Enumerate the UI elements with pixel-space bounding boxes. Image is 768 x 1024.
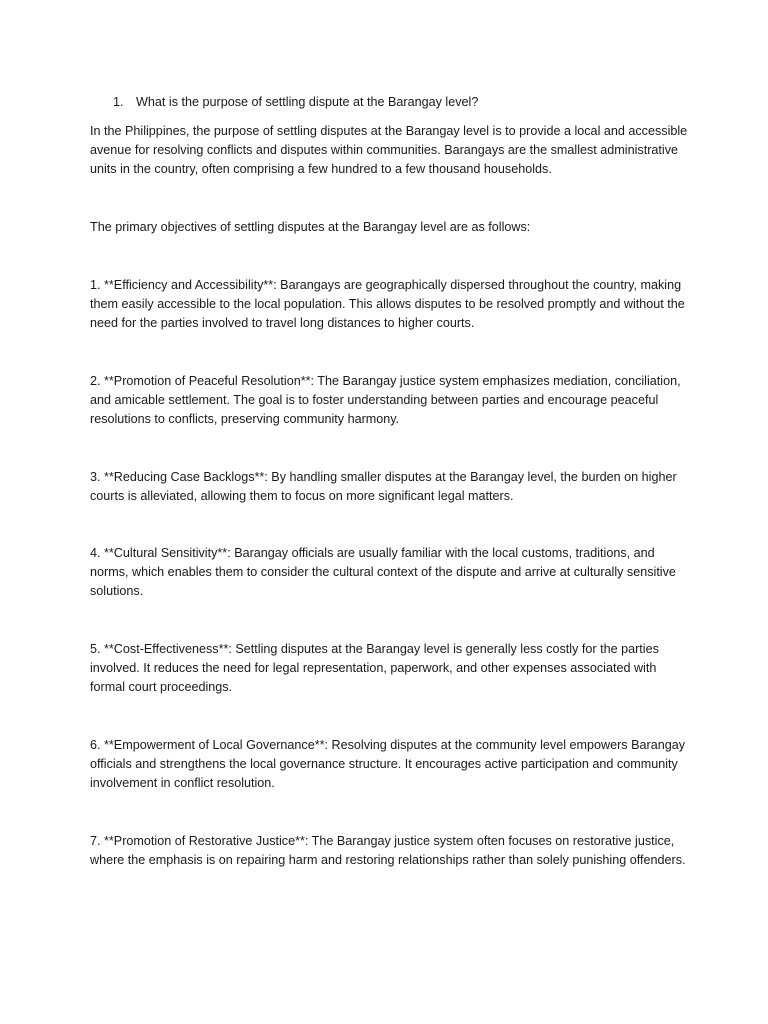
question-number: 1. bbox=[113, 95, 124, 109]
intro-paragraph: In the Philippines, the purpose of settling disputes at the Barangay level is to provide a local and accessible avenue for resolving conflicts and disputes within communities. Barangays are the smallest administrative units in the country, often comprising a few hundred to a few thousand households. bbox=[90, 124, 688, 177]
question-heading bbox=[113, 93, 478, 112]
objectives-intro: The primary objectives of settling disputes at the Barangay level are as follows: bbox=[90, 220, 531, 234]
objective-item-2: 2. **Promotion of Peaceful Resolution**: The Barangay justice system emphasizes mediation, conciliation, and amicable settlement. The goal is to foster understanding between parties and encourage peaceful resolutions to conflicts, preserving community harmony. bbox=[90, 374, 681, 427]
question-text: What is the purpose of settling dispute at the Barangay level? bbox=[136, 95, 479, 109]
objective-item-7: 7. **Promotion of Restorative Justice**: The Barangay justice system often focuses on restorative justice, where the emphasis is on repairing harm and restoring relationships rather than solely punishing offenders. bbox=[90, 834, 686, 868]
objective-item-1: 1. **Efficiency and Accessibility**: Barangays are geographically dispersed throughout the country, making them easily accessible to the local population. This allows disputes to be resolved promptly and without the need for the parties involved to travel long distances to higher courts. bbox=[90, 278, 685, 331]
objective-item-5: 5. **Cost-Effectiveness**: Settling disputes at the Barangay level is generally less costly for the parties involved. It reduces the need for legal representation, paperwork, and other expenses associated with formal court proceedings. bbox=[90, 642, 659, 695]
objective-item-6: 6. **Empowerment of Local Governance**: Resolving disputes at the community level empowers Barangay officials and strengthens the local governance structure. It encourages active participation and community involvement in conflict resolution. bbox=[90, 738, 686, 791]
objective-item-3: 3. **Reducing Case Backlogs**: By handling smaller disputes at the Barangay level, the burden on higher courts is alleviated, allowing them to focus on more significant legal matters. bbox=[90, 470, 677, 504]
objective-item-4: 4. **Cultural Sensitivity**: Barangay officials are usually familiar with the local customs, traditions, and norms, which enables them to consider the cultural context of the dispute and arrive at culturally sensitive solutions. bbox=[90, 546, 676, 599]
